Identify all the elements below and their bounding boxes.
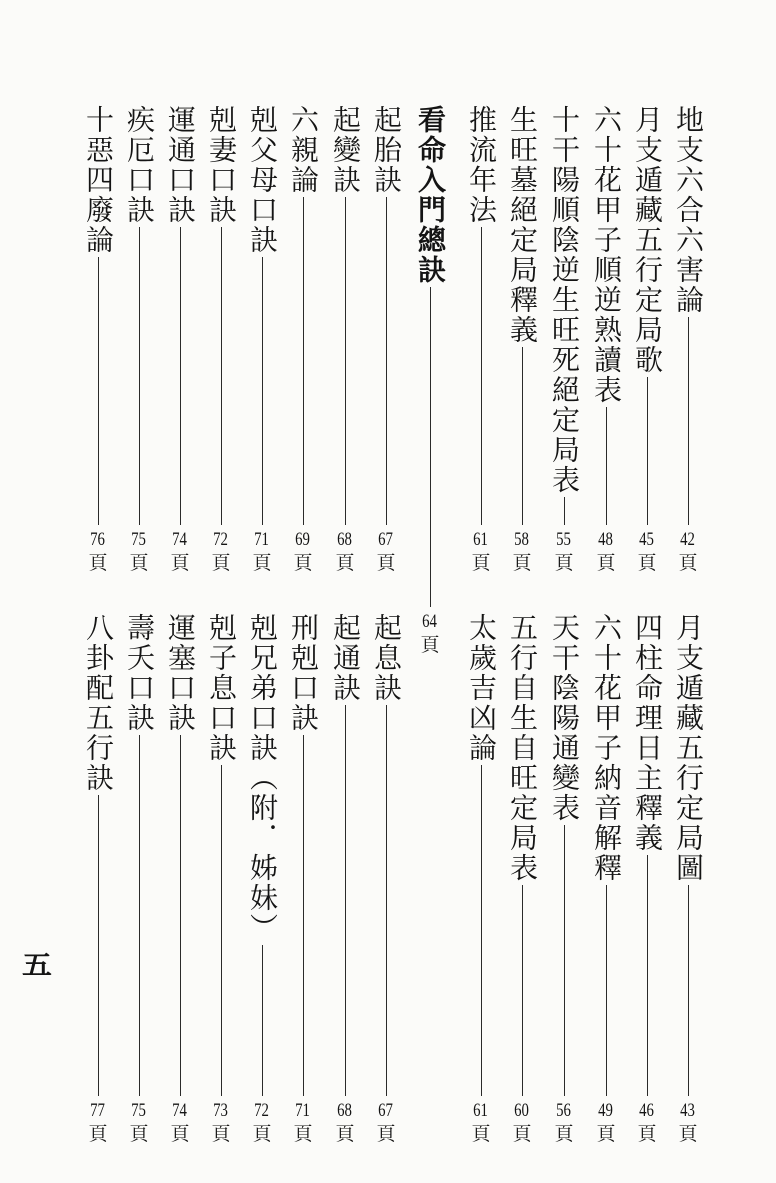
toc-entry[interactable] — [547, 105, 581, 575]
dot-leader — [606, 885, 607, 1096]
page-unit: 頁 — [376, 552, 396, 574]
page-unit: 頁 — [88, 1123, 108, 1145]
page-reference — [293, 1100, 312, 1146]
page-number: 74 — [172, 529, 188, 550]
dot-leader — [180, 735, 181, 1096]
entry-title: 天干陰陽通變表 — [548, 613, 581, 823]
page-number: 43 — [680, 1100, 696, 1121]
page-unit: 頁 — [129, 552, 149, 574]
entry-title: 運塞口訣 — [164, 613, 197, 733]
dot-leader — [386, 197, 387, 525]
entry-title: 起胎訣 — [370, 105, 403, 195]
entry-title: 四柱命理日主釋義 — [631, 613, 664, 853]
dot-leader — [345, 197, 346, 525]
dot-leader — [522, 885, 523, 1096]
toc-entry[interactable] — [81, 613, 115, 1146]
toc-entry[interactable] — [204, 613, 238, 1146]
entry-title: 八卦配五行訣 — [82, 613, 115, 793]
page-unit: 頁 — [471, 552, 491, 574]
toc-entry[interactable] — [163, 105, 197, 575]
dot-leader — [221, 765, 222, 1096]
page-unit: 頁 — [512, 552, 532, 574]
page-reference — [554, 1100, 573, 1146]
page-reference — [252, 529, 271, 575]
toc-entry[interactable] — [163, 613, 197, 1146]
page-reference — [471, 529, 490, 575]
dot-leader — [522, 347, 523, 525]
folio-page-number: 五 — [22, 951, 52, 981]
page-reference — [512, 529, 531, 575]
entry-title: 十惡四廢論 — [82, 105, 115, 255]
toc-entry[interactable] — [245, 105, 279, 575]
page-reference — [637, 529, 656, 575]
page-number: 71 — [295, 1100, 311, 1121]
page-number: 71 — [254, 529, 270, 550]
toc-entry[interactable] — [671, 105, 705, 575]
dot-leader — [262, 257, 263, 525]
page-reference — [471, 1100, 490, 1146]
entry-title: 推流年法 — [465, 105, 498, 225]
page-reference — [678, 1100, 697, 1146]
page-number: 72 — [213, 529, 229, 550]
dot-leader — [98, 795, 99, 1096]
entry-title: 五行自生自旺定局表 — [506, 613, 539, 883]
page-unit: 頁 — [211, 552, 231, 574]
page-reference — [596, 529, 615, 575]
entry-title: 剋子息口訣 — [205, 613, 238, 763]
toc-entry[interactable] — [505, 613, 539, 1146]
dot-leader — [386, 705, 387, 1096]
page-number: 61 — [473, 529, 489, 550]
entry-title: 看命入門總訣 — [414, 105, 447, 285]
toc-entry[interactable] — [630, 613, 664, 1146]
toc-entry[interactable] — [122, 613, 156, 1146]
page-reference — [335, 529, 354, 575]
page-unit: 頁 — [637, 1123, 657, 1145]
page-unit: 頁 — [420, 634, 440, 656]
entry-title: 十干陽順陰逆生旺死絕定局表 — [548, 105, 581, 495]
toc-entry[interactable] — [328, 613, 362, 1146]
page-unit: 頁 — [637, 552, 657, 574]
page-number: 75 — [131, 1100, 147, 1121]
page-unit: 頁 — [293, 552, 313, 574]
page-number: 74 — [172, 1100, 188, 1121]
page-number: 67 — [378, 1100, 394, 1121]
page-unit: 頁 — [596, 552, 616, 574]
toc-entry[interactable] — [369, 613, 403, 1146]
page-unit: 頁 — [471, 1123, 491, 1145]
dot-leader — [564, 497, 565, 525]
page-unit: 頁 — [170, 1123, 190, 1145]
dot-leader — [430, 287, 431, 607]
entry-title: 壽夭口訣 — [123, 613, 156, 733]
page-unit: 頁 — [678, 1123, 698, 1145]
page-unit: 頁 — [678, 552, 698, 574]
entry-title: 月支遁藏五行定局圖 — [672, 613, 705, 883]
toc-entry[interactable] — [81, 105, 115, 575]
dot-leader — [303, 735, 304, 1096]
page-reference — [129, 1100, 148, 1146]
entry-title: 六十花甲子納音解釋 — [590, 613, 623, 883]
dot-leader — [221, 227, 222, 525]
toc-entry[interactable] — [464, 613, 498, 1146]
page-reference — [88, 529, 107, 575]
entry-title: 刑剋口訣 — [287, 613, 320, 733]
page-unit: 頁 — [512, 1123, 532, 1145]
page-reference — [420, 611, 439, 657]
toc-section-heading[interactable] — [413, 105, 447, 657]
dot-leader — [647, 855, 648, 1096]
page-reference — [376, 1100, 395, 1146]
page-number: 68 — [337, 529, 353, 550]
page-number: 64 — [422, 611, 438, 632]
dot-leader — [139, 227, 140, 525]
page-unit: 頁 — [554, 1123, 574, 1145]
toc-entry[interactable] — [286, 613, 320, 1146]
toc-entry[interactable] — [245, 613, 279, 1146]
page-reference — [88, 1100, 107, 1146]
dot-leader — [606, 407, 607, 525]
entry-title: 起通訣 — [329, 613, 362, 703]
page-number: 56 — [556, 1100, 572, 1121]
entry-title: 運通口訣 — [164, 105, 197, 225]
page-reference — [252, 1100, 271, 1146]
page-unit: 頁 — [335, 1123, 355, 1145]
entry-title: 生旺墓絕定局釋義 — [506, 105, 539, 345]
dot-leader — [647, 377, 648, 525]
toc-entry[interactable] — [328, 105, 362, 575]
toc-entry[interactable] — [464, 105, 498, 575]
page-unit: 頁 — [252, 1123, 272, 1145]
page-reference — [293, 529, 312, 575]
page-unit: 頁 — [88, 552, 108, 574]
dot-leader — [688, 317, 689, 525]
entry-title: 剋兄弟口訣（附．姊妹） — [246, 613, 279, 943]
page-number: 45 — [639, 529, 655, 550]
page-unit: 頁 — [252, 552, 272, 574]
page-unit: 頁 — [554, 552, 574, 574]
toc-entry[interactable] — [204, 105, 238, 575]
page-reference — [376, 529, 395, 575]
toc-entry[interactable] — [505, 105, 539, 575]
page-reference — [512, 1100, 531, 1146]
page-reference — [637, 1100, 656, 1146]
entry-title: 六親論 — [287, 105, 320, 195]
toc-entry[interactable] — [589, 105, 623, 575]
page-reference — [170, 1100, 189, 1146]
page-number: 46 — [639, 1100, 655, 1121]
toc-entry[interactable] — [286, 105, 320, 575]
dot-leader — [180, 227, 181, 525]
page-reference — [335, 1100, 354, 1146]
toc-entry[interactable] — [122, 105, 156, 575]
entry-title: 六十花甲子順逆熟讀表 — [590, 105, 623, 405]
page-reference — [170, 529, 189, 575]
entry-title: 地支六合六害論 — [672, 105, 705, 315]
entry-title: 疾厄口訣 — [123, 105, 156, 225]
page-number: 48 — [598, 529, 614, 550]
page-number: 73 — [213, 1100, 229, 1121]
dot-leader — [98, 257, 99, 525]
page-number: 69 — [295, 529, 311, 550]
toc-entry[interactable] — [630, 105, 664, 575]
toc-entry[interactable] — [369, 105, 403, 575]
dot-leader — [688, 885, 689, 1096]
page-reference — [554, 529, 573, 575]
dot-leader — [345, 705, 346, 1096]
page-unit: 頁 — [596, 1123, 616, 1145]
dot-leader — [564, 825, 565, 1096]
page-unit: 頁 — [335, 552, 355, 574]
page-number: 55 — [556, 529, 572, 550]
entry-title: 起息訣 — [370, 613, 403, 703]
page-unit: 頁 — [129, 1123, 149, 1145]
page-reference — [596, 1100, 615, 1146]
page-number: 61 — [473, 1100, 489, 1121]
dot-leader — [139, 735, 140, 1096]
toc-entry[interactable] — [547, 613, 581, 1146]
page-reference — [211, 529, 230, 575]
page-number: 67 — [378, 529, 394, 550]
entry-title: 起變訣 — [329, 105, 362, 195]
dot-leader — [303, 197, 304, 525]
page-reference — [678, 529, 697, 575]
page-unit: 頁 — [170, 552, 190, 574]
page-number: 49 — [598, 1100, 614, 1121]
entry-title: 月支遁藏五行定局歌 — [631, 105, 664, 375]
page-number: 42 — [680, 529, 696, 550]
page-number: 76 — [90, 529, 106, 550]
page-unit: 頁 — [211, 1123, 231, 1145]
page-number: 60 — [514, 1100, 530, 1121]
toc-entry[interactable] — [589, 613, 623, 1146]
page-unit: 頁 — [376, 1123, 396, 1145]
dot-leader — [262, 945, 263, 1096]
page-reference — [211, 1100, 230, 1146]
entry-title: 剋妻口訣 — [205, 105, 238, 225]
page-number: 68 — [337, 1100, 353, 1121]
entry-title: 太歲吉凶論 — [465, 613, 498, 763]
page-unit: 頁 — [293, 1123, 313, 1145]
page-number: 77 — [90, 1100, 106, 1121]
page-reference — [129, 529, 148, 575]
dot-leader — [481, 765, 482, 1096]
toc-entry[interactable] — [671, 613, 705, 1146]
page-number: 58 — [514, 529, 530, 550]
entry-title: 剋父母口訣 — [246, 105, 279, 255]
page-number: 72 — [254, 1100, 270, 1121]
dot-leader — [481, 227, 482, 525]
page-number: 75 — [131, 529, 147, 550]
